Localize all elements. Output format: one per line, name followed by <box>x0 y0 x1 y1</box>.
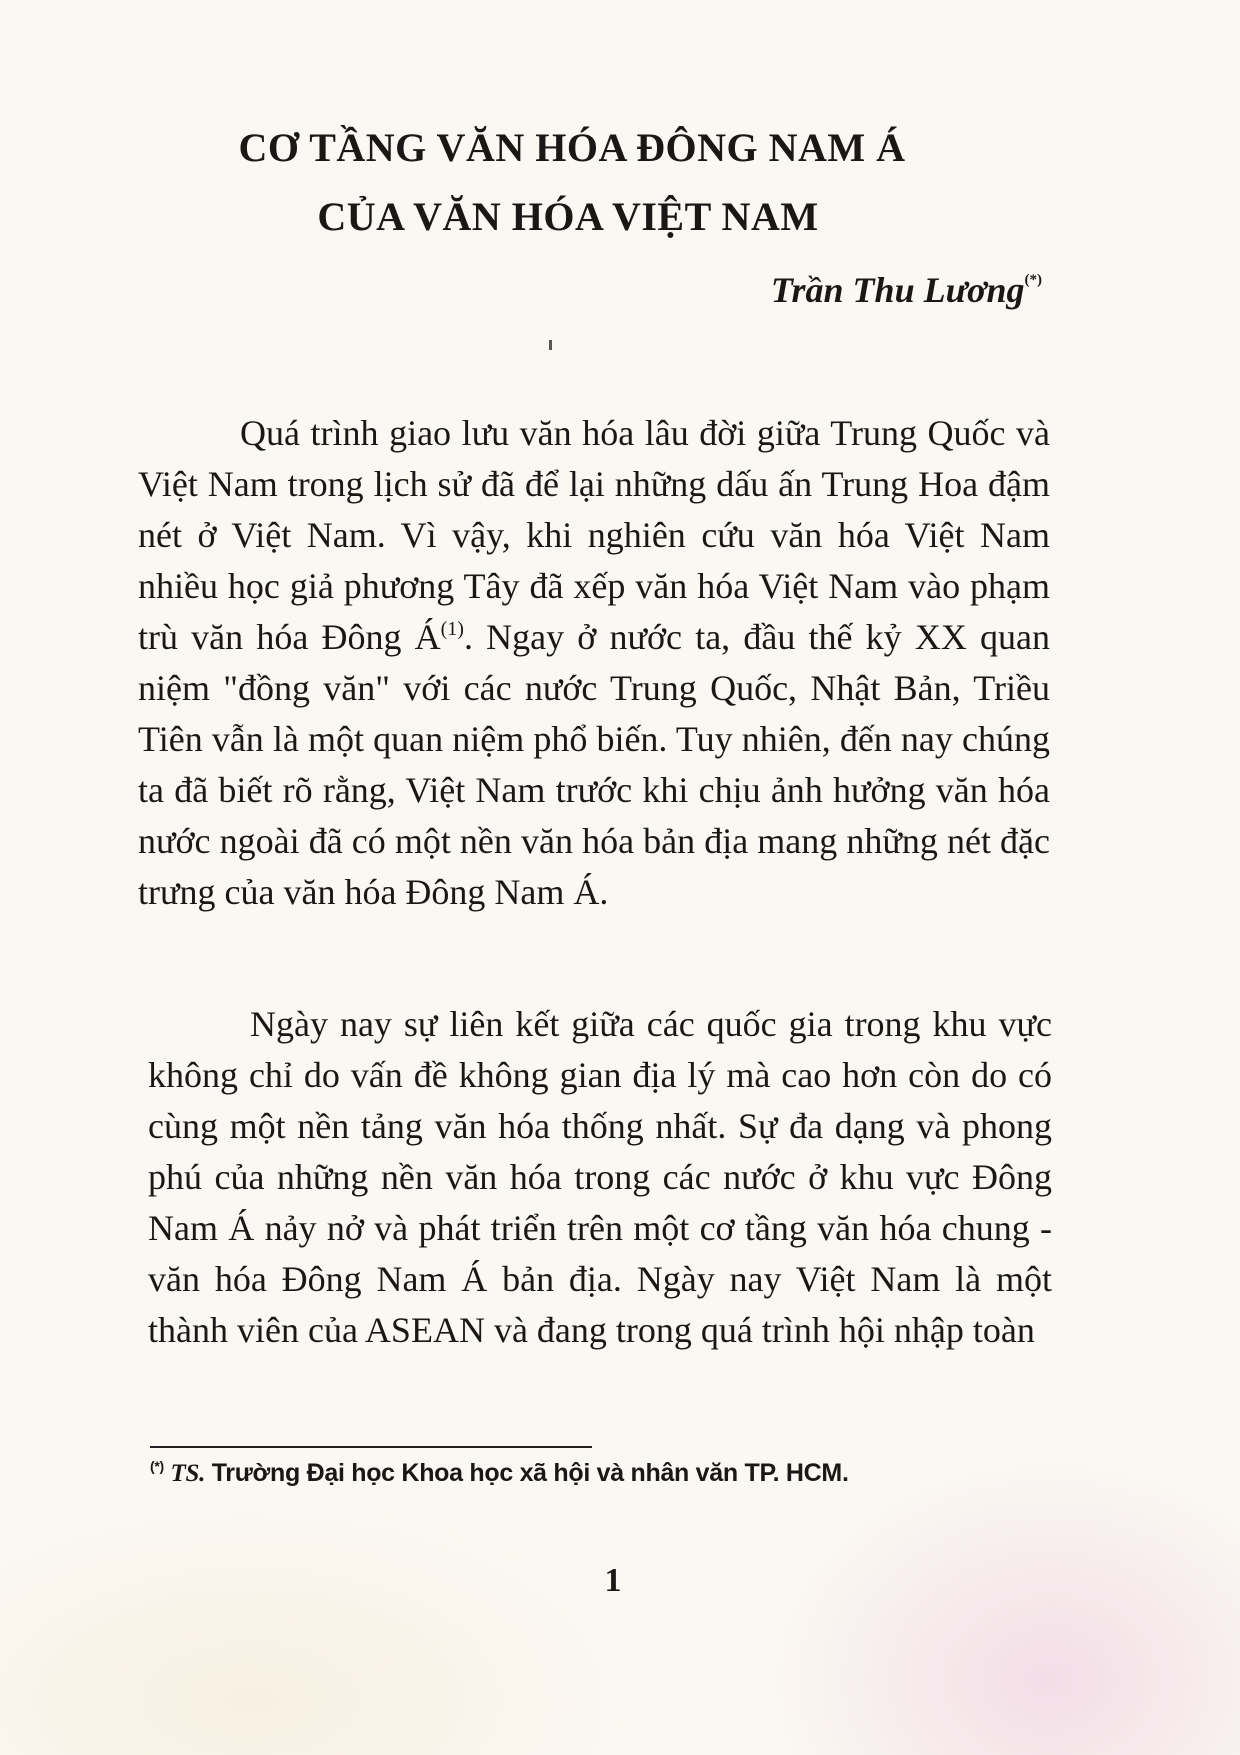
body-paragraph-1 <box>138 408 1050 918</box>
footnote <box>150 1458 849 1488</box>
page-number: 1 <box>604 1562 622 1599</box>
document-title-line-2: CỦA VĂN HÓA VIỆT NAM <box>317 194 819 239</box>
body-paragraph-2: Ngày nay sự liên kết giữa các quốc gia trong khu vực không chỉ do vấn đề không gian địa lý mà cao hơn còn do có cùng một nền tảng văn hóa thống nhất. Sự đa dạng và phong phú của những nền văn hóa trong các nước ở khu vực Đông Nam Á nảy nở và phát triển trên một cơ tầng văn hóa chung - văn hóa Đông Nam Á bản địa. Ngày nay Việt Nam là một thành viên của ASEAN và đang trong quá trình hội nhập toàn <box>148 1004 1052 1350</box>
author-name <box>771 269 1042 311</box>
ornament-divider <box>549 340 552 350</box>
paragraph-1-text-b: . Ngay ở nước ta, đầu thế kỷ XX quan niệm "đồng văn" với các nước Trung Quốc, Nhật Bản, Triều Tiên vẫn là một quan niệm phổ biến. Tuy nhiên, đến nay chúng ta đã biết rõ rằng, Việt Nam trước khi chịu ảnh hưởng văn hóa nước ngoài đã có một nền văn hóa bản địa mang những nét đặc trưng của văn hóa Đông Nam Á. <box>138 617 1050 912</box>
footnote-marker: (*) <box>150 1458 164 1474</box>
document-title-line-1: CƠ TẦNG VĂN HÓA ĐÔNG NAM Á <box>238 125 906 170</box>
paragraph-1-text-a: Quá trình giao lưu văn hóa lâu đời giữa Trung Quốc và Việt Nam trong lịch sử đã để lại những dấu ấn Trung Hoa đậm nét ở Việt Nam. Vì vậy, khi nghiên cứu văn hóa Việt Nam nhiều học giả phương Tây đã xếp văn hóa Việt Nam vào phạm trù văn hóa Đông Á <box>138 413 1050 657</box>
footnote-separator <box>150 1446 592 1448</box>
footnote-degree: TS. <box>170 1460 206 1487</box>
author-footnote-marker: (*) <box>1024 272 1042 288</box>
note-reference-1: (1) <box>440 618 464 640</box>
footnote-text: Trường Đại học Khoa học xã hội và nhân văn TP. HCM. <box>205 1459 849 1487</box>
author-name-text: Trần Thu Lương <box>770 270 1025 310</box>
